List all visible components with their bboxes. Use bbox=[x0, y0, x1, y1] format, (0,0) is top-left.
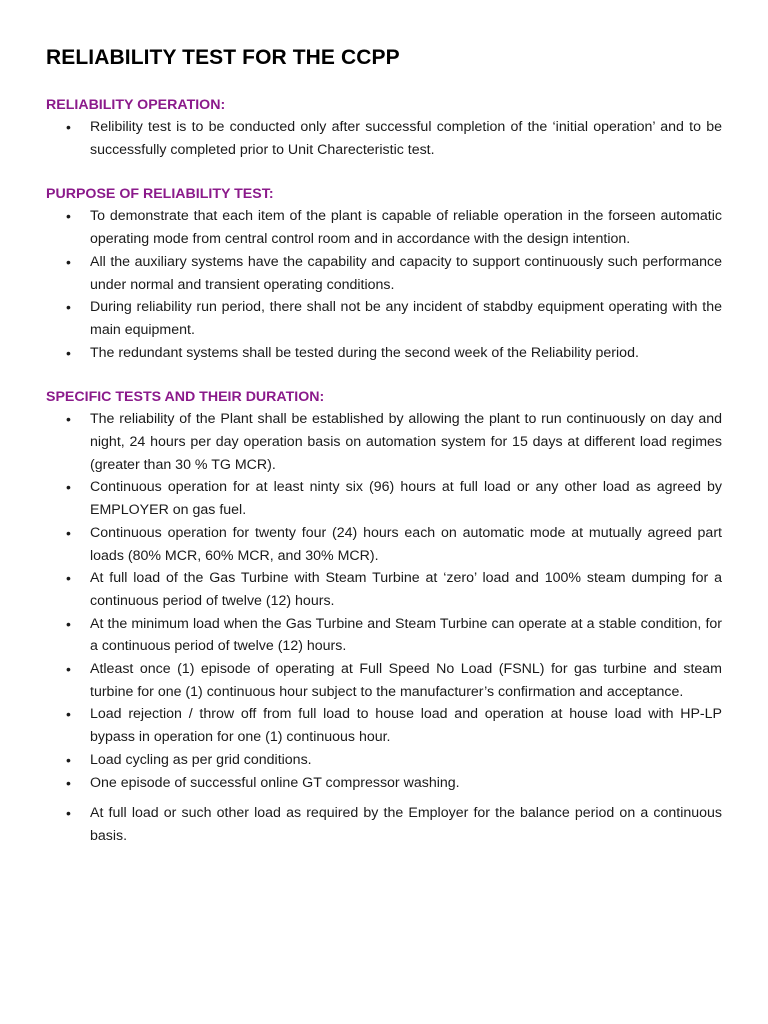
section-heading: PURPOSE OF RELIABILITY TEST: bbox=[46, 186, 274, 203]
list-item: • At full load of the Gas Turbine with Steam Turbine at ‘zero’ load and 100% steam dumping for a continuous period of twelve (12) hours. bbox=[46, 567, 722, 612]
bullet-list bbox=[46, 116, 722, 161]
section-reliability-operation bbox=[46, 94, 722, 161]
list-item: • At full load or such other load as required by the Employer for the balance period on a continuous basis. bbox=[46, 802, 722, 847]
list-item: • The reliability of the Plant shall be established by allowing the plant to run continuously on day and night, 24 hours per day operation basis on automation system for 15 days at different load regimes (greater than 30 % TG MCR). bbox=[46, 408, 722, 476]
list-item: • The redundant systems shall be tested during the second week of the Reliability period. bbox=[46, 342, 722, 365]
bullet-list bbox=[46, 408, 722, 794]
list-item: • To demonstrate that each item of the plant is capable of reliable operation in the forseen automatic operating mode from central control room and in accordance with the design intention. bbox=[46, 205, 722, 250]
list-item: • Load cycling as per grid conditions. bbox=[46, 749, 722, 772]
section-heading: SPECIFIC TESTS AND THEIR DURATION: bbox=[46, 389, 325, 406]
list-item: • Continuous operation for at least ninty six (96) hours at full load or any other load as agreed by EMPLOYER on gas fuel. bbox=[46, 476, 722, 521]
list-item: • Atleast once (1) episode of operating at Full Speed No Load (FSNL) for gas turbine and steam turbine for one (1) continuous hour subject to the manufacturer’s confirmation and acceptance. bbox=[46, 658, 722, 703]
bullet-list bbox=[46, 205, 722, 364]
bullet-list bbox=[46, 802, 722, 847]
list-item: • One episode of successful online GT compressor washing. bbox=[46, 772, 722, 795]
list-item: • During reliability run period, there shall not be any incident of stabdby equipment operating with the main equipment. bbox=[46, 296, 722, 341]
list-item: • Relibility test is to be conducted only after successful completion of the ‘initial operation’ and to be successfully completed prior to Unit Charecteristic test. bbox=[46, 116, 722, 161]
document-page bbox=[46, 44, 722, 848]
list-item: • Load rejection / throw off from full load to house load and operation at house load with HP-LP bypass in operation for one (1) continuous hour. bbox=[46, 703, 722, 748]
section-specific-tests bbox=[46, 386, 722, 847]
list-item: • All the auxiliary systems have the capability and capacity to support continuously such performance under normal and transient operating conditions. bbox=[46, 251, 722, 296]
section-heading: RELIABILITY OPERATION: bbox=[46, 97, 226, 113]
page-title: RELIABILITY TEST FOR THE CCPP bbox=[46, 46, 400, 69]
list-item: • Continuous operation for twenty four (24) hours each on automatic mode at mutually agreed part loads (80% MCR, 60% MCR, and 30% MCR). bbox=[46, 522, 722, 567]
list-item: • At the minimum load when the Gas Turbine and Steam Turbine can operate at a stable condition, for a continuous period of twelve (12) hours. bbox=[46, 613, 722, 658]
section-purpose bbox=[46, 183, 722, 364]
